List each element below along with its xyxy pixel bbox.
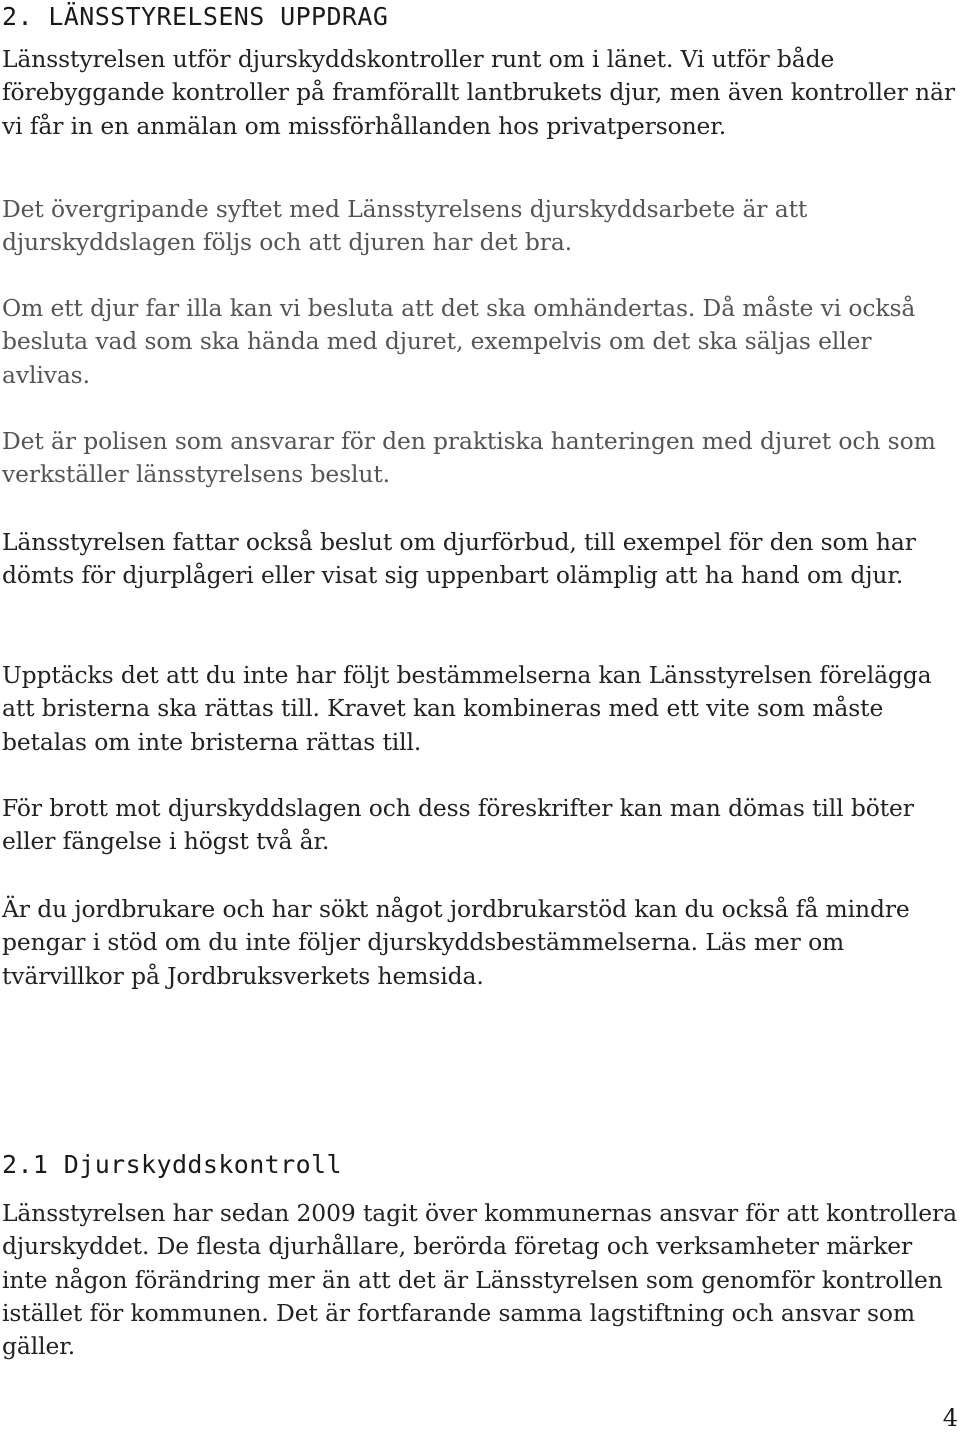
paragraph-2: Det övergripande syftet med Länsstyrelsens djurskyddsarbete är att djurskyddslagen följs och att djuren har det bra. <box>2 195 808 257</box>
paragraph-7: För brott mot djurskyddslagen och dess föreskrifter kan man dömas till böter eller fängelse i högst två år. <box>2 794 914 856</box>
paragraph-6: Upptäcks det att du inte har följt bestämmelserna kan Länsstyrelsen förelägga att bristerna ska rättas till. Kravet kan kombineras med ett vite som måste betalas om inte bristerna rättas till. <box>2 661 932 756</box>
paragraph-4: Det är polisen som ansvarar för den praktiska hanteringen med djuret och som verkställer länsstyrelsens beslut. <box>2 427 936 489</box>
section-heading: 2. LÄNSSTYRELSENS UPPDRAG <box>2 2 389 31</box>
subsection-heading: 2.1 Djurskyddskontroll <box>2 1150 342 1179</box>
paragraph-8: Är du jordbrukare och har sökt något jordbrukarstöd kan du också få mindre pengar i stöd om du inte följer djurskyddsbestämmelserna. Läs mer om tvärvillkor på Jordbruksverkets hemsida. <box>2 895 910 990</box>
paragraph-3: Om ett djur far illa kan vi besluta att det ska omhändertas. Då måste vi också besluta vad som ska hända med djuret, exempelvis om det ska säljas eller avlivas. <box>2 294 916 389</box>
subsection-paragraph: Länsstyrelsen har sedan 2009 tagit över kommunernas ansvar för att kontrollera djurskyddet. De flesta djurhållare, berörda företag och verksamheter märker inte någon förändring mer än att det är Länsstyrelsen som genomför kontrollen istället för kommunen. Det är fortfarande samma lagstiftning och ansvar som gäller. <box>2 1199 957 1361</box>
paragraph-1: Länsstyrelsen utför djurskyddskontroller runt om i länet. Vi utför både förebyggande kontroller på framförallt lantbrukets djur, men även kontroller när vi får in en anmälan om missförhållanden hos privatpersoner. <box>2 45 955 140</box>
page-number: 4 <box>942 1404 958 1432</box>
paragraph-5: Länsstyrelsen fattar också beslut om djurförbud, till exempel för den som har dömts för djurplågeri eller visat sig uppenbart olämplig att ha hand om djur. <box>2 528 916 590</box>
